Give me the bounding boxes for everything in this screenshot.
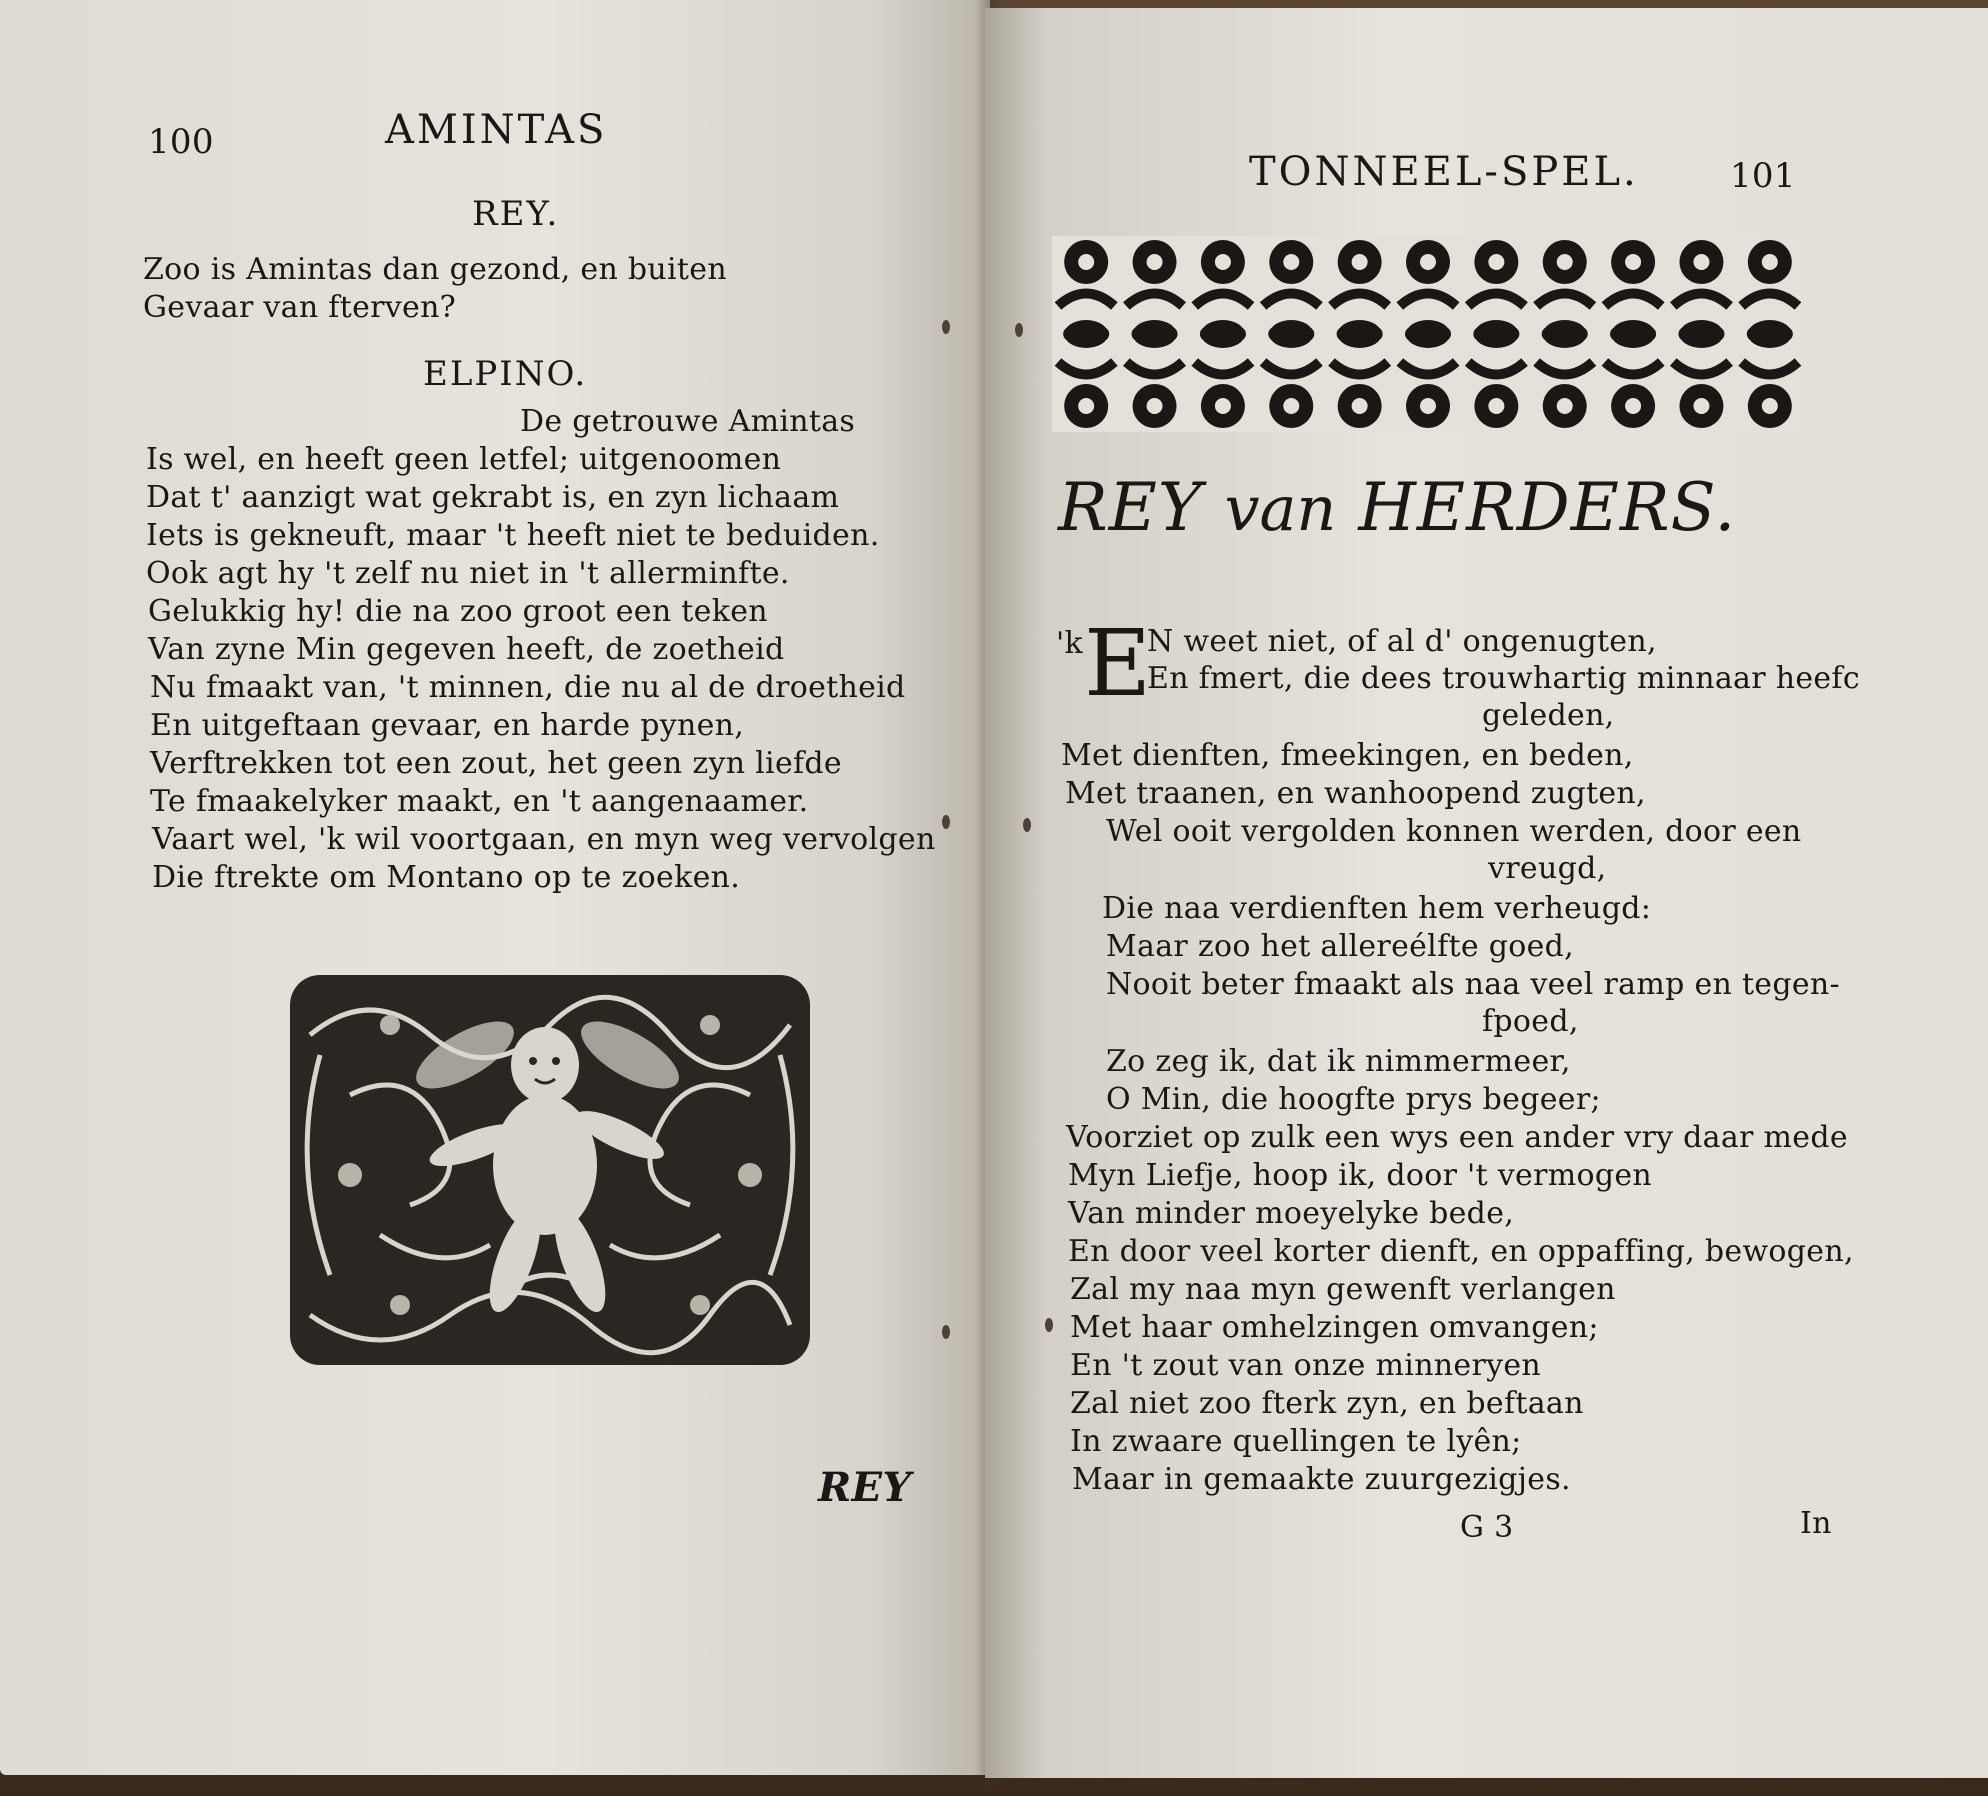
right-catchword: In	[1800, 1506, 1832, 1541]
binding-hole	[1023, 818, 1031, 832]
poem-line: Zo zeg ik, dat ik nimmermeer,	[1106, 1044, 1571, 1079]
rey-line: Zoo is Amintas dan gezond, en buiten	[143, 252, 727, 287]
title-word-herders: HERDERS.	[1358, 469, 1737, 546]
elpino-line: De getrouwe Amintas	[520, 404, 856, 439]
left-running-head: AMINTAS	[385, 107, 608, 153]
elpino-line: Vaart wel, 'k wil voortgaan, en myn weg vervolgen	[152, 822, 936, 857]
dropcap-prefix: 'k	[1056, 626, 1084, 661]
poem-line: Zal niet zoo fterk zyn, en beftaan	[1070, 1386, 1584, 1421]
poem-line: geleden,	[1482, 698, 1615, 733]
section-title	[1058, 469, 1737, 546]
binding-hole	[1015, 323, 1023, 337]
ornament-row	[1058, 240, 1798, 428]
poem-line: O Min, die hoogfte prys begeer;	[1106, 1082, 1601, 1117]
elpino-line: Te fmaakelyker maakt, en 't aangenaamer.	[150, 784, 809, 819]
poem-line: In zwaare quellingen te lyên;	[1070, 1424, 1522, 1459]
elpino-line: Verftrekken tot een zout, het geen zyn liefde	[150, 746, 842, 781]
poem-line: Die naa verdienften hem verheugd:	[1102, 891, 1652, 926]
poem-line: vreugd,	[1488, 851, 1607, 886]
poem-line: fpoed,	[1482, 1004, 1579, 1039]
left-page-number: 100	[148, 122, 214, 162]
elpino-line: En uitgeftaan gevaar, en harde pynen,	[150, 708, 745, 743]
floral-border-ornament-image	[1052, 236, 1804, 432]
elpino-line: Van zyne Min gegeven heeft, de zoetheid	[148, 632, 785, 667]
poem-line: En 't zout van onze minneryen	[1070, 1348, 1542, 1383]
poem-line: Voorziet op zulk een wys een ander vry daar mede	[1066, 1120, 1848, 1155]
poem-line: Maar in gemaakte zuurgezigjes.	[1072, 1462, 1571, 1497]
elpino-line: Dat t' aanzigt wat gekrabt is, en zyn lichaam	[146, 480, 840, 515]
poem-line: Met haar omhelzingen omvangen;	[1070, 1310, 1599, 1345]
elpino-line: Ook agt hy 't zelf nu niet in 't allerminfte.	[146, 556, 790, 591]
elpino-line: Is wel, en heeft geen letfel; uitgenoomen	[146, 442, 782, 477]
speaker-rey: REY.	[472, 194, 560, 234]
left-page	[0, 0, 990, 1775]
title-word-rey: REY	[1058, 469, 1203, 546]
poem-line: Van minder moeyelyke bede,	[1068, 1196, 1515, 1231]
poem-line: N weet niet, of al d' ongenugten,	[1147, 624, 1657, 659]
binding-hole	[1045, 1318, 1053, 1332]
dropcap-letter: E	[1084, 610, 1152, 717]
right-page-number: 101	[1730, 156, 1796, 196]
rey-line: Gevaar van fterven?	[143, 290, 457, 325]
poem-line: Nooit beter fmaakt als naa veel ramp en tegen-	[1106, 967, 1840, 1002]
binding-hole	[942, 1325, 950, 1339]
binding-hole	[942, 815, 950, 829]
poem-line: Maar zoo het allereélfte goed,	[1106, 929, 1574, 964]
poem-line: Zal my naa myn gewenft verlangen	[1070, 1272, 1616, 1307]
right-running-head: TONNEEL-SPEL.	[1249, 149, 1639, 195]
poem-line: Met dienften, fmeekingen, en beden,	[1061, 738, 1634, 773]
binding-hole	[942, 320, 950, 334]
left-catchword: REY	[818, 1464, 912, 1511]
speaker-elpino: ELPINO.	[423, 354, 588, 394]
poem-line: En fmert, die dees trouwhartig minnaar heefc	[1147, 661, 1860, 696]
poem-line: Wel ooit vergolden konnen werden, door een	[1106, 814, 1802, 849]
title-word-van: van	[1224, 472, 1337, 545]
elpino-line: Nu fmaakt van, 't minnen, die nu al de droetheid	[150, 670, 906, 705]
cherub-vignette-image	[290, 975, 810, 1365]
elpino-line: Iets is gekneuft, maar 't heeft niet te beduiden.	[146, 518, 880, 553]
signature-mark: G 3	[1460, 1510, 1514, 1545]
elpino-line: Die ftrekte om Montano op te zoeken.	[152, 860, 741, 895]
elpino-line: Gelukkig hy! die na zoo groot een teken	[148, 594, 768, 629]
poem-line: Met traanen, en wanhoopend zugten,	[1065, 776, 1646, 811]
poem-line: Myn Liefje, hoop ik, door 't vermogen	[1068, 1158, 1653, 1193]
poem-line: En door veel korter dienft, en oppaffing, bewogen,	[1068, 1234, 1854, 1269]
